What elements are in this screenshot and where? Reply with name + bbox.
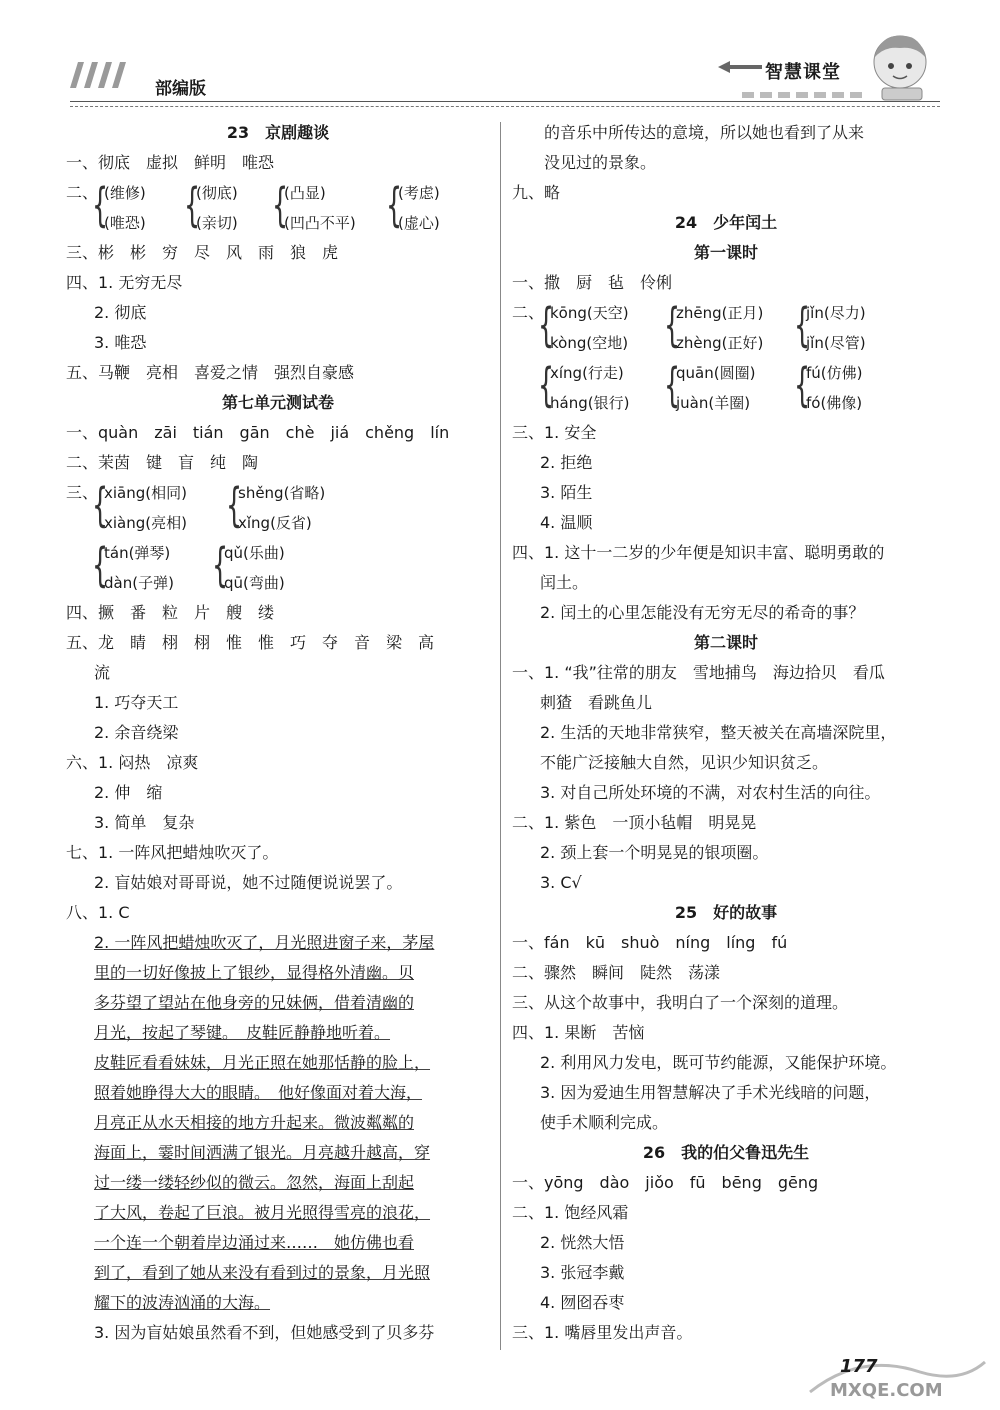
answer-line: 26 我的伯父鲁迅先生 (642, 1143, 810, 1162)
answer-line: 过一缕一缕轻纱似的微云。忽然，海面上刮起 (94, 1173, 415, 1192)
answer-line: 四、撅 番 粒 片 艘 缕 (66, 603, 275, 622)
brace-icon: { (184, 178, 201, 232)
answer-line: 2. 恍然大悟 (540, 1233, 625, 1252)
brace-item-bottom: xǐng(反省) (238, 514, 312, 532)
answer-line: 三、1. 安全 (512, 423, 597, 442)
brace-item-bottom: qū(弯曲) (224, 574, 285, 592)
answer-line: 3. 因为爱迪生用智慧解决了手术光线暗的问题， (540, 1083, 881, 1102)
brace-item-top: kōng(天空) (550, 304, 629, 322)
answer-line: 皮鞋匠看看妹妹，月光正照在她那恬静的脸上， (94, 1053, 431, 1072)
answer-line: 3. 张冠李戴 (540, 1263, 625, 1282)
answer-line: 3. 对自己所处环境的不满，对农村生活的向往。 (540, 783, 881, 802)
brace-item-top: (考虑) (398, 184, 440, 202)
answer-line: 里的一切好像披上了银纱，显得格外清幽。贝 (94, 963, 415, 982)
watermark: MXQE.COM (830, 1380, 943, 1401)
answer-line: 月光，按起了琴键。 皮鞋匠静静地听着。 (94, 1023, 391, 1042)
brace-item-top: fú(仿佛) (806, 364, 863, 382)
brace-icon: { (92, 538, 109, 592)
answer-line: 海面上，霎时间洒满了银光。月亮越升越高，穿 (94, 1143, 431, 1162)
brace-item-bottom: jǐn(尽管) (806, 334, 866, 352)
answer-line: 三、彬 彬 穷 尽 风 雨 狼 虎 (66, 243, 339, 262)
arrow-icon (718, 60, 762, 74)
brand-title: 智慧课堂 (765, 62, 841, 83)
header-dashed-rule (70, 106, 940, 107)
answer-line: 四、1. 这十一二岁的少年便是知识丰富、聪明勇敢的 (512, 543, 885, 562)
answer-line: 2. 拒绝 (540, 453, 593, 472)
answer-line: 七、1. 一阵风把蜡烛吹灭了。 (66, 843, 279, 862)
brace-item-bottom: (亲切) (196, 214, 238, 232)
answer-line: 三、 (66, 483, 99, 502)
answer-line: 2. 伸 缩 (94, 783, 163, 802)
answer-line: 二、1. 紫色 一顶小毡帽 明晃晃 (512, 813, 757, 832)
girl-mascot-icon (862, 28, 938, 104)
dots-decoration (742, 90, 862, 100)
answer-line: 三、从这个故事中，我明白了一个深刻的道理。 (512, 993, 849, 1012)
brace-item-bottom: (虚心) (398, 214, 440, 232)
brace-item-top: (维修) (104, 184, 146, 202)
answer-line: 第二课时 (693, 633, 758, 652)
answer-line: 4. 温顺 (540, 513, 593, 532)
answer-line: 到了，看到了她从来没有看到过的景象，月光照 (94, 1263, 431, 1282)
answer-line: 六、1. 闷热 凉爽 (66, 753, 199, 772)
answer-line: 二、骤然 瞬间 陡然 荡漾 (512, 963, 721, 982)
brace-item-top: qǔ(乐曲) (224, 544, 285, 562)
brace-item-bottom: zhèng(正好) (676, 334, 764, 352)
answer-line: 第一课时 (693, 243, 758, 262)
brace-icon: { (272, 178, 289, 232)
brace-icon: { (664, 358, 681, 412)
answer-line: 2. 一阵风把蜡烛吹灭了，月光照进窗子来，茅屋 (94, 933, 435, 952)
brace-item-bottom: háng(银行) (550, 394, 630, 412)
answer-line: 耀下的波涛汹涌的大海。 (94, 1293, 271, 1312)
brace-item-top: quān(圆圈) (676, 364, 756, 382)
answer-line: 2. 余音绕梁 (94, 723, 179, 742)
answer-line: 4. 囫囵吞枣 (540, 1293, 625, 1312)
answer-line: 3. 陌生 (540, 483, 593, 502)
answer-line: 2. 盲姑娘对哥哥说，她不过随便说说罢了。 (94, 873, 403, 892)
page-number: 177 (840, 1356, 878, 1377)
brace-item-bottom: fó(佛像) (806, 394, 863, 412)
brace-icon: { (386, 178, 403, 232)
brace-item-top: shěng(省略) (238, 484, 326, 502)
brace-icon: { (226, 478, 243, 532)
brace-icon: { (794, 298, 811, 352)
answer-line: 三、1. 嘴唇里发出声音。 (512, 1323, 693, 1342)
answer-line: 1. 巧夺天工 (94, 693, 179, 712)
answer-line: 24 少年闰土 (674, 213, 778, 232)
brace-icon: { (92, 478, 109, 532)
answer-line: 3. C√ (540, 873, 582, 892)
answer-line: 闰土。 (540, 573, 589, 592)
answer-line: 3. 唯恐 (94, 333, 147, 352)
brace-icon: { (794, 358, 811, 412)
answer-line: 一、1. “我”往常的朋友 雪地捕鸟 海边拾贝 看瓜 (512, 663, 885, 682)
header-rule (70, 101, 940, 102)
answer-line: 第七单元测试卷 (221, 393, 334, 412)
answer-line: 2. 生活的天地非常狭窄，整天被关在高墙深院里， (540, 723, 897, 742)
answer-line: 二、 (66, 183, 99, 202)
brace-item-bottom: kòng(空地) (550, 334, 629, 352)
answer-line: 2. 利用风力发电，既可节约能源，又能保护环境。 (540, 1053, 897, 1072)
brace-item-top: (彻底) (196, 184, 238, 202)
answer-line: 3. 简单 复杂 (94, 813, 195, 832)
answer-line: 23 京剧趣谈 (226, 123, 330, 142)
answer-line: 九、略 (512, 183, 561, 202)
answer-line: 二、茉茵 键 盲 纯 陶 (66, 453, 259, 472)
answer-line: 不能广泛接触大自然，见识少知识贫乏。 (540, 753, 829, 772)
brace-icon: { (538, 358, 555, 412)
answer-line: 2. 闰土的心里怎能没有无穷无尽的希奇的事？ (540, 603, 865, 622)
brace-icon: { (92, 178, 109, 232)
answer-line: 一、yōng dào jiǒo fū bēng gēng (512, 1173, 819, 1192)
edition-label: 部编版 (155, 79, 206, 99)
brace-item-top: tán(弹琴) (104, 544, 171, 562)
answer-line: 25 好的故事 (674, 903, 778, 922)
answer-line: 没见过的景象。 (544, 153, 657, 172)
answer-line: 五、马鞭 亮相 喜爱之情 强烈自豪感 (66, 363, 355, 382)
page-header (0, 0, 1000, 110)
answer-line: 2. 彻底 (94, 303, 147, 322)
answer-line: 一、quàn zāi tián gān chè jiá chěng lín (66, 423, 450, 442)
column-divider (500, 122, 501, 1350)
answer-line: 一个连一个朝着岸边涌过来…… 她仿佛也看 (94, 1233, 415, 1252)
answer-line: 四、1. 果断 苦恼 (512, 1023, 645, 1042)
answer-line: 五、龙 睛 栩 栩 惟 惟 巧 夺 音 梁 高 (66, 633, 435, 652)
answer-line: 3. 因为盲姑娘虽然看不到，但她感受到了贝多芬 (94, 1323, 435, 1342)
brace-icon: { (212, 538, 229, 592)
answer-line: 了大风，卷起了巨浪。被月光照得雪亮的浪花， (94, 1203, 431, 1222)
answer-line: 2. 颈上套一个明晃晃的银项圈。 (540, 843, 769, 862)
answer-line: 四、1. 无穷无尽 (66, 273, 183, 292)
brace-item-top: (凸显) (284, 184, 326, 202)
brace-item-bottom: juàn(羊圈) (676, 394, 751, 412)
answer-line: 月亮正从水天相接的地方升起来。微波粼粼的 (94, 1113, 415, 1132)
answer-line: 一、fán kū shuò níng líng fú (512, 933, 788, 952)
brace-item-bottom: dàn(子弹) (104, 574, 174, 592)
brace-item-top: xíng(行走) (550, 364, 624, 382)
brace-item-top: xiāng(相同) (104, 484, 187, 502)
answer-line: 多芬望了望站在他身旁的兄妹俩，借着清幽的 (94, 993, 415, 1012)
stripes-logo (70, 62, 132, 88)
brace-item-bottom: (唯恐) (104, 214, 146, 232)
brace-icon: { (664, 298, 681, 352)
answer-line: 的音乐中所传达的意境，所以她也看到了从来 (544, 123, 865, 142)
answer-line: 刺猹 看跳鱼儿 (540, 693, 653, 712)
answer-line: 八、1. C (66, 903, 130, 922)
answer-line: 二、1. 饱经风霜 (512, 1203, 629, 1222)
brace-item-top: zhēng(正月) (676, 304, 764, 322)
brace-icon: { (538, 298, 555, 352)
answer-line: 使手术顺利完成。 (540, 1113, 669, 1132)
brace-item-bottom: xiàng(亮相) (104, 514, 187, 532)
brace-item-bottom: (凹凸不平) (284, 214, 356, 232)
brace-item-top: jǐn(尽力) (806, 304, 866, 322)
answer-line: 照着她睁得大大的眼睛。 他好像面对着大海， (94, 1083, 423, 1102)
answer-line: 一、撒 厨 毡 伶俐 (512, 273, 673, 292)
answer-line: 流 (94, 663, 111, 682)
answer-line: 一、彻底 虚拟 鲜明 唯恐 (66, 153, 275, 172)
answer-line: 二、 (512, 303, 545, 322)
